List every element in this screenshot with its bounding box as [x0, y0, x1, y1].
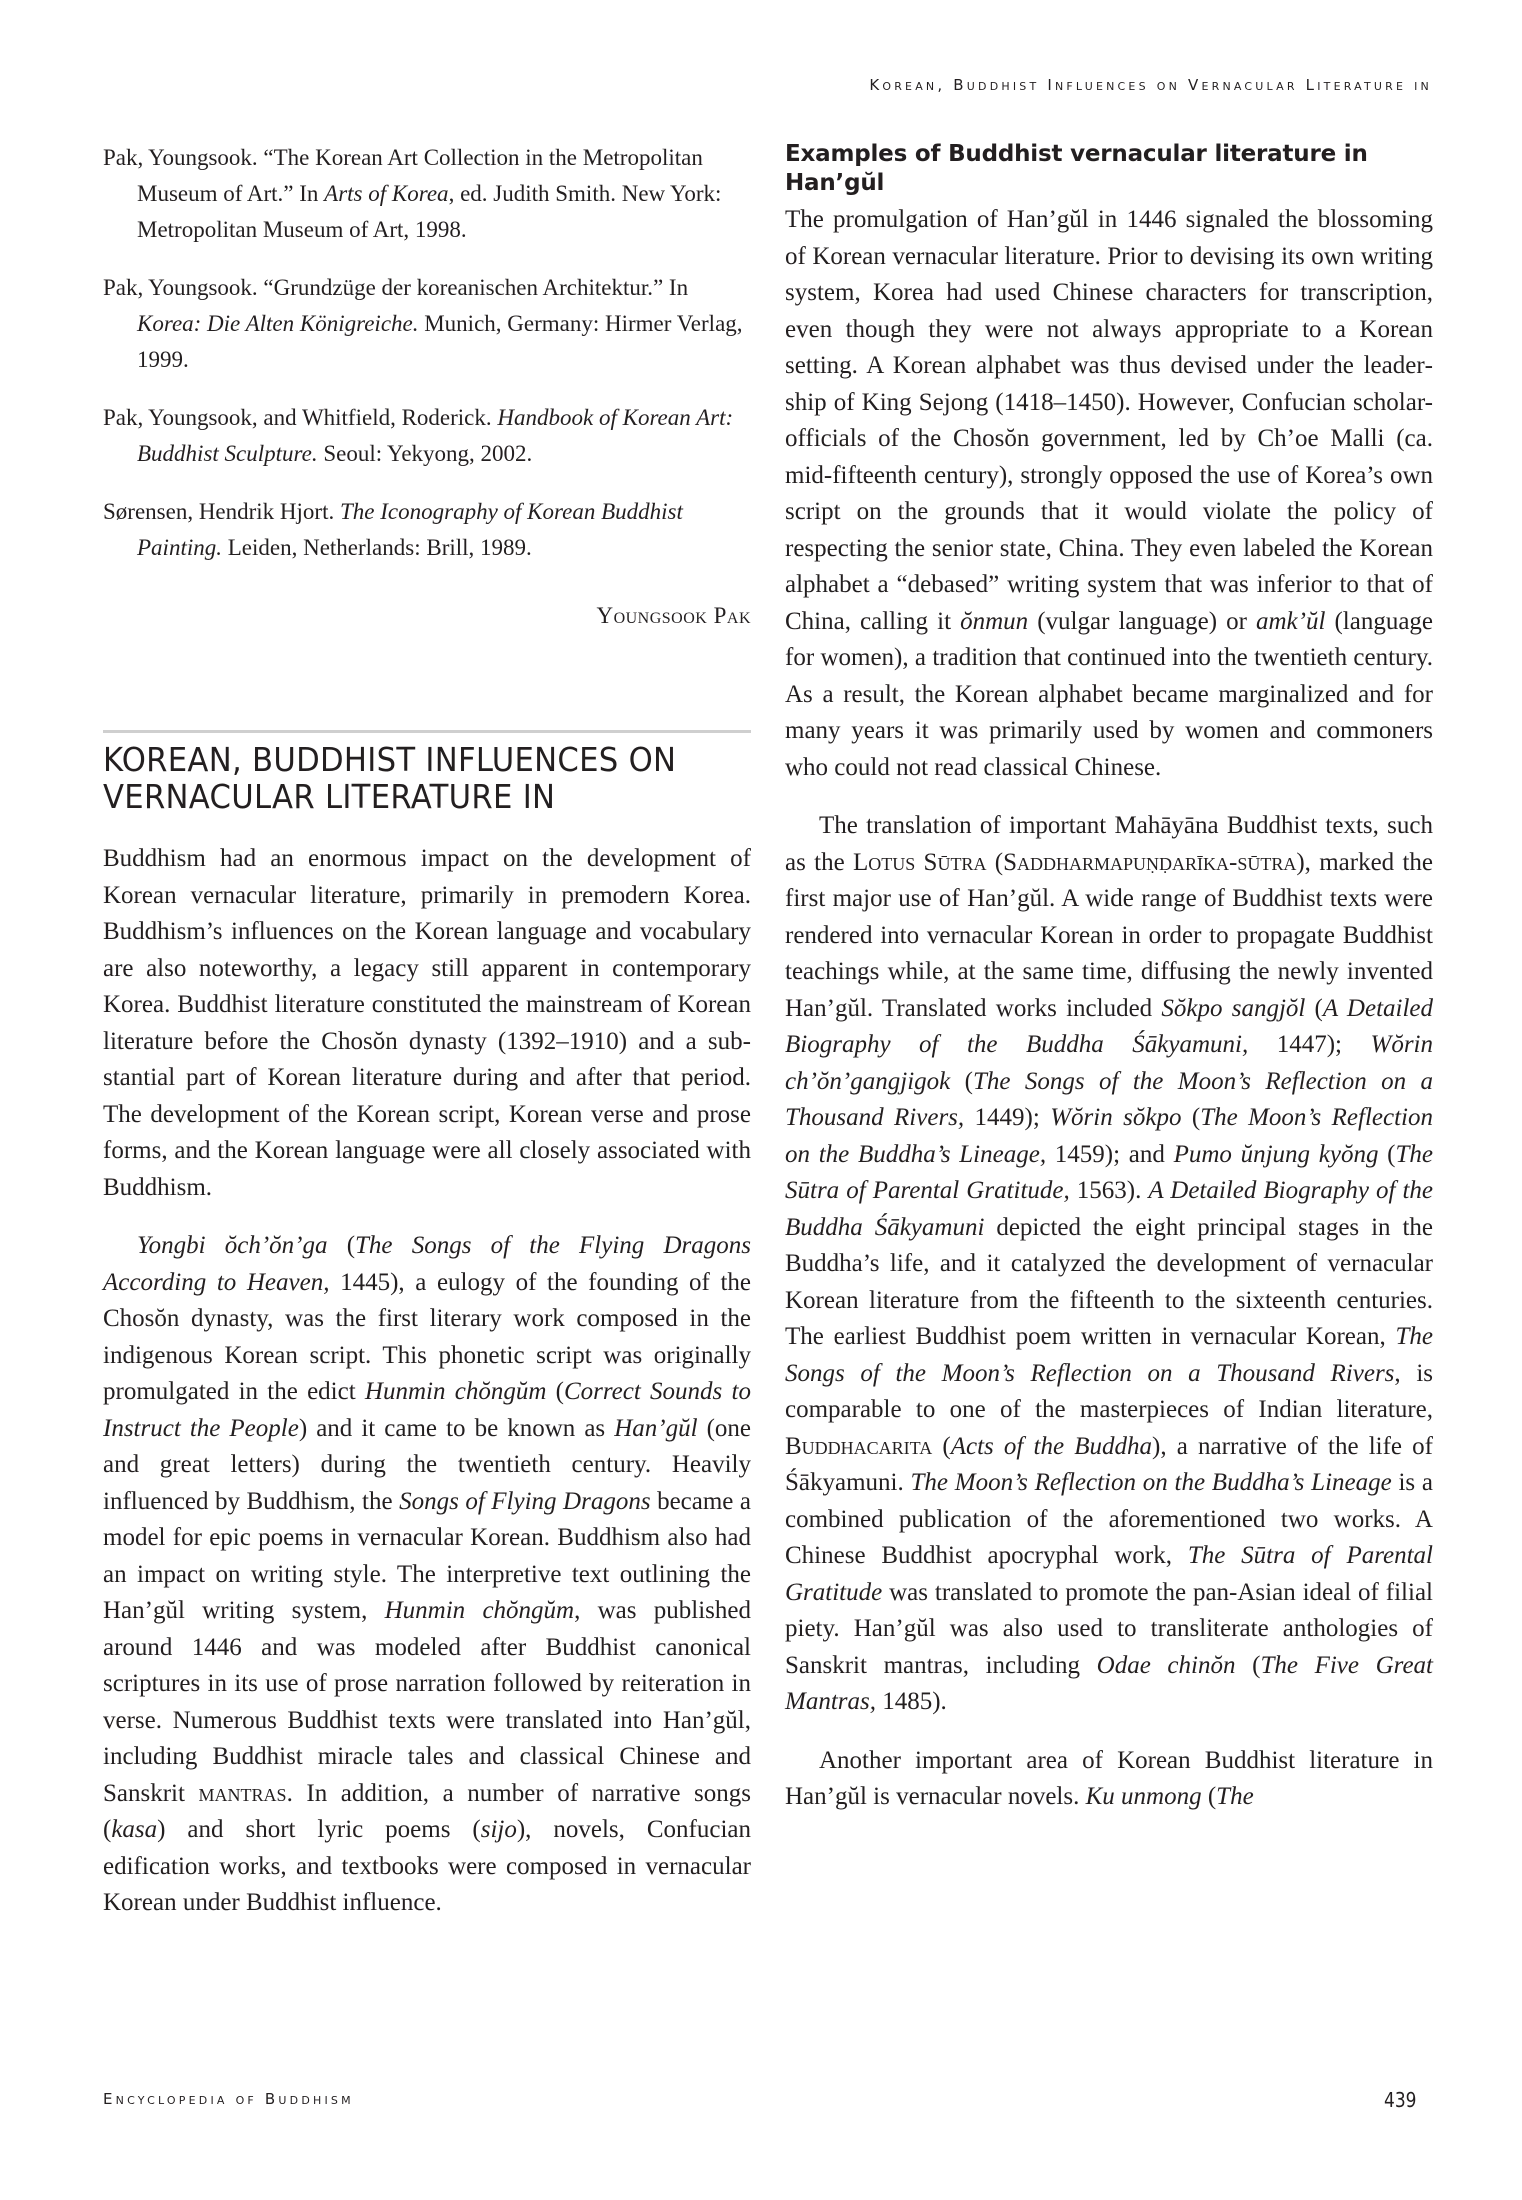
bibliography-entry: [103, 494, 751, 566]
italic-text: A Detailed Biography of the Buddha Śākyamuni,: [785, 994, 1434, 1058]
cross-reference: mantras: [198, 1779, 287, 1807]
italic-text: A Detailed Biography of the Buddha Śākyamuni: [785, 1177, 1434, 1241]
italic-text: Correct Sounds to Instruct the People: [103, 1378, 751, 1442]
text-run: Another important area of Korean Buddhist literature in Han’gŭl is vernacular novels.: [785, 1746, 1433, 1810]
text-run: was translated to promote the pan-Asian ideal of filial piety. Han’gŭl was also used to transliterate anthologies of Sanskrit mantras, including: [785, 1578, 1433, 1679]
italic-text: The: [1216, 1783, 1254, 1810]
italic-text: The Moon’s Reflection on the Buddha’s Lineage,: [785, 1104, 1434, 1168]
italic-text: ŏnmun: [960, 607, 1029, 635]
entry-divider: [103, 730, 751, 733]
text-run: Pak, Youngsook. “Grundzüge der koreanischen Architektur.” In: [103, 275, 689, 300]
text-run: Pak, Youngsook. “The Korean Art Collection in the Metropolitan Museum of Art.” In: [103, 145, 703, 206]
text-run: (: [932, 1432, 951, 1460]
text-run: (: [327, 1232, 356, 1259]
text-run: (: [986, 848, 1004, 876]
text-run: Seoul: Yekyong, 2002.: [317, 441, 533, 466]
text-run: 1449);: [964, 1104, 1051, 1131]
text-run: 1459); and: [1046, 1140, 1174, 1168]
paragraph-gap: [785, 786, 1433, 808]
italic-text: The Moon’s Reflection on the Buddha’s Lineage: [910, 1469, 1392, 1496]
text-run: is a combined publication of the aforementioned two works. A Chinese Buddhist apocryphal work,: [785, 1469, 1433, 1569]
text-run: Munich, Germany: Hirmer Verlag, 1999.: [137, 311, 743, 372]
text-run: (: [546, 1378, 564, 1405]
text-run: ), marked the first major use of Han’gŭl. A wide range of Buddhist texts were rendered into vernacular Korean in order to propagate Buddhist teachings while, at the same time, diffusing the newly invented Han’gŭl. Translated works included: [785, 848, 1433, 1022]
text-run: (one and great letters) during the twentieth century. Heavily influenced by Buddhism, the: [103, 1414, 752, 1515]
text-run: (: [1181, 1104, 1201, 1131]
italic-text: kasa: [111, 1816, 158, 1843]
italic-text: Han’gŭl: [614, 1414, 698, 1442]
footer-publication: Encyclopedia of Buddhism: [103, 2090, 354, 2108]
text-run: ) and short lyric poems (: [157, 1816, 481, 1843]
bibliography-entry: [103, 140, 751, 248]
left-column: [103, 140, 751, 1922]
italic-text: Handbook of Korean Art: Buddhist Sculpture.: [137, 405, 734, 466]
text-run: (: [1201, 1783, 1217, 1810]
text-run: , ed. Judith Smith. New York: Metropolitan Museum of Art, 1998.: [137, 181, 722, 242]
italic-text: Yongbi ŏch’ŏn’ga: [137, 1232, 328, 1259]
page-number: 439: [1384, 2088, 1417, 2112]
italic-text: Wŏrin sŏkpo: [1050, 1104, 1182, 1131]
text-run: ), a narrative of the life of Śākyamuni.: [785, 1432, 1434, 1496]
text-run: (vulgar language) or: [1028, 607, 1256, 635]
italic-text: Hunmin chŏngŭm: [384, 1597, 575, 1624]
right-column: [785, 140, 1433, 1816]
body-paragraph: [103, 841, 751, 1206]
cross-reference: Lotus Sūtra: [852, 848, 987, 876]
text-run: . In addition, a number of narrative songs (: [103, 1779, 751, 1843]
running-head: Korean, Buddhist Influences on Vernacular Literature in: [869, 76, 1432, 94]
italic-text: The Sūtra of Parental Gratitude: [785, 1542, 1434, 1606]
cross-reference: Saddharmapuṇḍarīka-sūtra: [1003, 848, 1297, 876]
italic-text: sijo: [480, 1816, 517, 1843]
body-paragraph: [103, 1228, 751, 1922]
text-run: ) and it came to be known as: [298, 1414, 615, 1442]
italic-text: Sŏkpo sangjŏl: [1161, 994, 1306, 1022]
body-paragraph: [785, 202, 1433, 786]
text-run: ), novels, Confucian edification works, and textbooks were composed in vernacular Korean under Buddhist influence.: [103, 1816, 751, 1916]
text-run: became a model for epic poems in vernacular Korean. Buddhism also had an impact on writing style. The interpretive text outlining the Han’gŭl writing system,: [103, 1487, 751, 1624]
italic-text: Songs of Flying Dragons: [399, 1487, 651, 1515]
italic-text: Pumo ŭnjung kyŏng: [1173, 1140, 1379, 1168]
text-run: depicted the eight principal stages in the Buddha’s life, and it catalyzed the development of vernacular Korean literature from the fifteenth to the sixteenth centuries. The earliest Buddhist poem written in vernacular Korean,: [785, 1213, 1433, 1350]
text-run: Sørensen, Hendrik Hjort.: [103, 499, 340, 524]
text-run: (: [1378, 1140, 1396, 1168]
text-run: 1563).: [1069, 1177, 1149, 1204]
body-paragraph: [785, 1743, 1433, 1816]
paragraph-gap: [103, 1206, 751, 1228]
text-run: 1445), a eulogy of the founding of the Chosŏn dynasty, was the first literary work composed in the indigenous Korean script. This phonetic script was originally promulgated in the edict: [103, 1268, 752, 1405]
bibliography: [103, 140, 751, 566]
italic-text: The Songs of the Moon’s Reflection on a Thousand Rivers,: [785, 1067, 1434, 1131]
italic-text: The Songs of the Moon’s Reflection on a Thousand Rivers: [785, 1323, 1433, 1387]
paragraph-gap: [785, 1721, 1433, 1743]
italic-text: Odae chinŏn: [1096, 1651, 1236, 1679]
body-paragraph: [785, 808, 1433, 1721]
italic-text: The Sūtra of Parental Gratitude,: [785, 1140, 1434, 1204]
text-run: The promulgation of Han’gŭl in 1446 signaled the blossoming of Korean vernacular literature. Prior to devising its own writing system, Korea had used Chinese characters for transcription, even though they were not always appropriate to a Korean setting. A Korean alphabet was thus devised under the leadership of King Sejong (1418–1450). However, Confucian scholar-officials of the Chosŏn government, led by Ch’oe Malli (ca. mid-fifteenth century), strongly opposed the use of Korea’s own script on the grounds that it would violate the policy of respecting the senior state, China. They even labeled the Korean alphabet a “debased” writing system that was inferior to that of China, calling it: [785, 206, 1433, 635]
text-run: The translation of important Mahāyāna Buddhist texts, such as the: [785, 812, 1433, 876]
text-run: Leiden, Netherlands: Brill, 1989.: [221, 535, 532, 560]
text-run: (: [1305, 994, 1323, 1022]
italic-text: Ku unmong: [1085, 1783, 1202, 1810]
italic-text: Wŏrin ch’ŏn’gangjigok: [785, 1031, 1433, 1095]
author-signature: Youngsook Pak: [596, 603, 751, 628]
italic-text: The Five Great Mantras,: [785, 1651, 1433, 1715]
section-heading: Examples of Buddhist vernacular literature in Han’gŭl: [785, 141, 1368, 196]
entry-title: KOREAN, BUDDHIST INFLUENCES ON VERNACULAR LITERATURE IN: [103, 740, 677, 816]
text-run: , was published around 1446 and was modeled after Buddhist canonical scriptures in its use of prose narration followed by reiteration in verse. Numerous Buddhist texts were translated into Han’gŭl, including Buddhist miracle tales and classical Chinese and Sanskrit: [103, 1597, 751, 1807]
text-run: 1447);: [1248, 1031, 1371, 1058]
text-run: (: [950, 1067, 973, 1095]
text-run: , is comparable to one of the masterpieces of Indian literature,: [785, 1359, 1433, 1423]
cross-reference: Buddhacarita: [785, 1432, 933, 1460]
bibliography-entry: [103, 400, 751, 472]
italic-text: Hunmin chŏngŭm: [364, 1378, 547, 1405]
italic-text: The Songs of the Flying Dragons According to Heaven,: [103, 1232, 751, 1296]
text-run: 1485).: [875, 1688, 947, 1715]
text-run: (language for women), a tradition that continued into the twentieth century. As a result, the Korean alphabet became marginalized and for many years it was primarily used by women and commoners who could not read classical Chinese.: [785, 607, 1434, 781]
italic-text: Korea: Die Alten Königreiche.: [137, 311, 419, 336]
text-run: Pak, Youngsook, and Whitfield, Roderick.: [103, 405, 498, 430]
italic-text: The Iconography of Korean Buddhist Painting.: [137, 499, 683, 560]
italic-text: amk’ŭl: [1255, 607, 1326, 635]
text-run: Buddhism had an enormous impact on the development of Korean vernacular literature, primarily in premodern Korea. Buddhism’s influences on the Korean language and vocabulary are also noteworthy, a legacy still apparent in contemporary Korea. Buddhist literature constituted the mainstream of Korean literature before the Chosŏn dynasty (1392–1910) and a substantial part of Korean literature during and after that period. The development of the Korean script, Korean verse and prose forms, and the Korean language were all closely associated with Buddhism.: [103, 845, 751, 1201]
text-run: (: [1235, 1651, 1261, 1679]
italic-text: Arts of Korea: [324, 181, 449, 206]
bibliography-entry: [103, 270, 751, 378]
italic-text: Acts of the Buddha: [950, 1432, 1153, 1460]
